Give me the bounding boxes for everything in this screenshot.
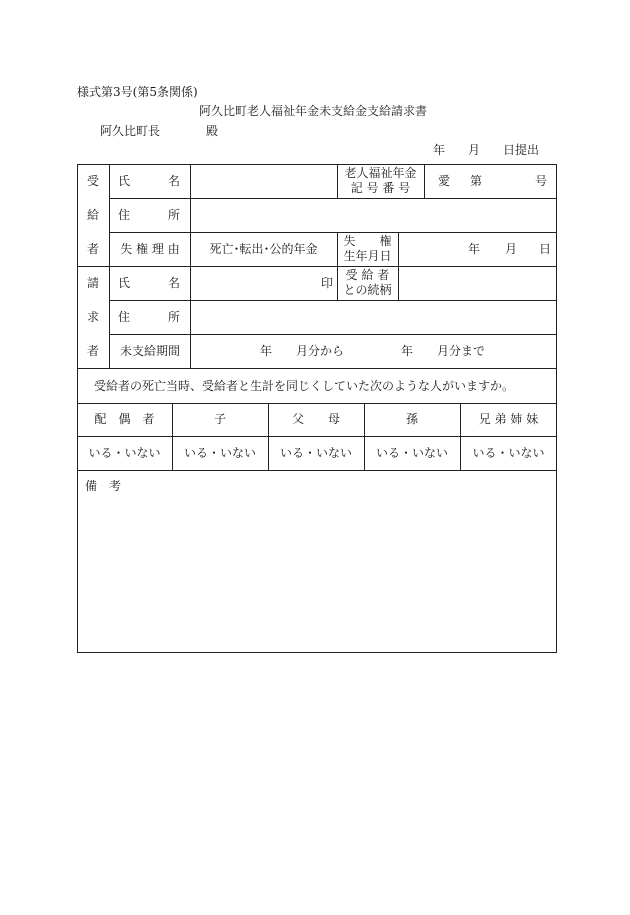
- claimant-name-label: [118, 266, 180, 300]
- claimant-address-label: [118, 300, 180, 334]
- loss-date-field[interactable]: [398, 232, 557, 266]
- recipient-name-label: [118, 164, 180, 198]
- claimant-address-field[interactable]: [190, 300, 557, 334]
- pension-number-field[interactable]: [424, 164, 557, 198]
- header-parents: 父 母: [291, 412, 340, 427]
- unpaid-to-month: 月分まで: [437, 343, 486, 358]
- answer-spouse[interactable]: いる・いない: [88, 445, 161, 460]
- honorific: 殿: [206, 124, 219, 138]
- remarks-label: 備 考: [85, 479, 122, 493]
- line: [77, 368, 557, 369]
- label-line: 失 権: [343, 234, 392, 248]
- unpaid-to-year: 年: [401, 343, 414, 358]
- unpaid-from-month: 月分から: [296, 343, 345, 358]
- label-part: 氏: [118, 173, 131, 188]
- loss-reason-value: 死亡･転出･公的年金: [209, 241, 318, 256]
- loss-date-label: [337, 232, 398, 266]
- label-part: 氏: [118, 275, 131, 290]
- label-line: 受 給 者: [345, 268, 390, 282]
- label-part: 所: [167, 309, 180, 324]
- label-part: 所: [167, 207, 180, 222]
- pension-number-label: [337, 164, 424, 198]
- header-spouse: 配 偶 者: [94, 412, 155, 427]
- pension-gou: 号: [535, 173, 548, 188]
- claimant-name-field[interactable]: [190, 266, 337, 300]
- label-line: 生年月日: [343, 249, 392, 263]
- unpaid-from-year: 年: [260, 343, 273, 358]
- label-line: 老人福祉年金: [344, 166, 417, 180]
- pension-prefix: 愛: [438, 173, 451, 188]
- header-siblings: 兄 弟 姉 妹: [478, 412, 539, 427]
- answer-child[interactable]: いる・いない: [183, 445, 256, 460]
- line: [77, 470, 557, 471]
- label-part: 名: [167, 275, 180, 290]
- label-part: 住: [118, 207, 131, 222]
- loss-date-month: 月: [505, 241, 518, 256]
- answer-siblings[interactable]: いる・いない: [472, 445, 545, 460]
- addressee: 阿久比町長: [100, 124, 161, 138]
- loss-date-year: 年: [468, 241, 481, 256]
- seal-mark: 印: [320, 275, 333, 290]
- recipient-name-field[interactable]: [190, 164, 337, 198]
- answer-parents[interactable]: いる・いない: [279, 445, 352, 460]
- label-part: 名: [167, 173, 180, 188]
- date-month: 月: [468, 143, 481, 157]
- recipient-address-field[interactable]: [190, 198, 557, 232]
- label-line: 記 号 番 号: [350, 181, 411, 195]
- header-child: 子: [213, 412, 226, 427]
- form-number: 様式第3号(第5条関係): [77, 85, 198, 99]
- label-part: 住: [118, 309, 131, 324]
- loss-reason-label: 失 権 理 由: [120, 241, 180, 256]
- remarks-field[interactable]: [78, 496, 556, 652]
- recipient-address-label: [118, 198, 180, 232]
- date-day: 日提出: [503, 143, 540, 157]
- claimant-side-label-1: 請: [86, 275, 99, 290]
- claimant-side-label-3: 者: [86, 343, 99, 358]
- header-grandchild: 孫: [405, 412, 418, 427]
- unpaid-period-field[interactable]: [190, 334, 557, 368]
- question-text: 受給者の死亡当時、受給者と生計を同じくしていた次のような人がいますか。: [94, 379, 515, 393]
- recipient-side-label-3: 者: [86, 241, 99, 256]
- relation-label: [337, 266, 398, 300]
- document-title: 阿久比町老人福祉年金未支給金支給請求書: [199, 104, 428, 118]
- date-year: 年: [433, 143, 446, 157]
- label-line: との続柄: [343, 283, 392, 297]
- unpaid-period-label: 未支給期間: [119, 343, 180, 358]
- loss-date-day: 日: [539, 241, 552, 256]
- recipient-side-label-1: 受: [86, 173, 99, 188]
- recipient-side-label-2: 給: [86, 207, 99, 222]
- claimant-side-label-2: 求: [86, 309, 99, 324]
- pension-dai: 第: [470, 173, 483, 188]
- answer-grandchild[interactable]: いる・いない: [375, 445, 448, 460]
- relation-field[interactable]: [398, 266, 557, 300]
